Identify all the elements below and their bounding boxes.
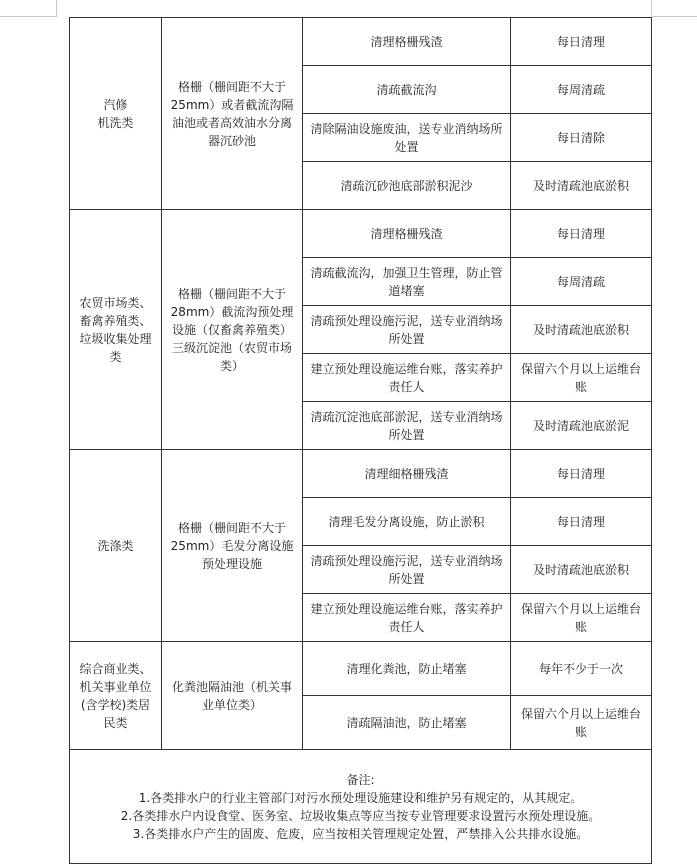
table-row (70, 450, 652, 498)
frequency-cell: 及时清疏池底淤积 (511, 546, 652, 594)
frequency-cell: 每周清疏 (511, 66, 652, 114)
table-row (70, 210, 652, 258)
notes-title: 备注: (346, 772, 375, 787)
frequency-cell: 及时清疏池底淤泥 (511, 402, 652, 450)
task-cell: 清理格栅残渣 (303, 210, 511, 258)
category-cell: 汽修 机洗类 (70, 18, 162, 210)
note-line-2: 2.各类排水户内设食堂、医务室、垃圾收集点等应当按专业管理要求设置污水预处理设施。 (120, 808, 601, 823)
frequency-cell: 每日清理 (511, 210, 652, 258)
maintenance-table (69, 17, 652, 864)
note-line-3: 3.各类排水户产生的固废、危废，应当按相关管理规定处置，严禁排入公共排水设施。 (132, 826, 589, 841)
frequency-cell: 每年不少于一次 (511, 642, 652, 696)
task-cell: 清疏沉砂池底部淤积泥沙 (303, 162, 511, 210)
frequency-cell: 每日清理 (511, 18, 652, 66)
notes-cell (70, 750, 652, 864)
task-cell: 清理化粪池，防止堵塞 (303, 642, 511, 696)
page-corner-guide-horizontal-right (651, 16, 697, 17)
task-cell: 清理格栅残渣 (303, 18, 511, 66)
task-cell: 清理毛发分离设施，防止淤积 (303, 498, 511, 546)
note-line-1: 1.各类排水户的行业主管部门对污水预处理设施建设和维护另有规定的，从其规定。 (138, 790, 583, 805)
frequency-cell: 每日清理 (511, 498, 652, 546)
category-cell: 农贸市场类、畜禽养殖类、垃圾收集处理类 (70, 210, 162, 450)
notes-row (70, 750, 652, 864)
task-cell: 清疏沉淀池底部淤泥，送专业消纳场所处置 (303, 402, 511, 450)
frequency-cell: 保留六个月以上运维台账 (511, 696, 652, 750)
task-cell: 清疏截流沟，加强卫生管理，防止管道堵塞 (303, 258, 511, 306)
task-cell: 清理细格栅残渣 (303, 450, 511, 498)
category-cell: 洗涤类 (70, 450, 162, 642)
task-cell: 建立预处理设施运维台账，落实养护责任人 (303, 594, 511, 642)
task-cell: 清疏隔油池，防止堵塞 (303, 696, 511, 750)
facility-cell: 格栅（栅间距不大于28mm）截流沟预处理设施（仅畜禽养殖类）三级沉淀池（农贸市场类） (162, 210, 303, 450)
frequency-cell: 每日清理 (511, 450, 652, 498)
frequency-cell: 每日清除 (511, 114, 652, 162)
frequency-cell: 保留六个月以上运维台账 (511, 354, 652, 402)
page-corner-guide-horizontal (0, 16, 56, 17)
category-cell: 综合商业类、机关事业单位(含学校)类居民类 (70, 642, 162, 750)
facility-cell: 化粪池隔油池（机关事业单位类） (162, 642, 303, 750)
task-cell: 清疏预处理设施污泥，送专业消纳场所处置 (303, 546, 511, 594)
facility-cell: 格栅（栅间距不大于25mm）或者截流沟隔油池或者高效油水分离器沉砂池 (162, 18, 303, 210)
frequency-cell: 保留六个月以上运维台账 (511, 594, 652, 642)
frequency-cell: 及时清疏池底淤积 (511, 162, 652, 210)
page-corner-guide-vertical-right (651, 0, 652, 17)
page-corner-guide-vertical (56, 0, 57, 17)
task-cell: 清疏截流沟 (303, 66, 511, 114)
task-cell: 清除隔油设施废油，送专业消纳场所处置 (303, 114, 511, 162)
task-cell: 建立预处理设施运维台账，落实养护责任人 (303, 354, 511, 402)
table-row (70, 642, 652, 696)
frequency-cell: 及时清疏池底淤积 (511, 306, 652, 354)
table-row (70, 18, 652, 66)
task-cell: 清疏预处理设施污泥，送专业消纳场所处置 (303, 306, 511, 354)
facility-cell: 格栅（栅间距不大于25mm）毛发分离设施预处理设施 (162, 450, 303, 642)
frequency-cell: 每周清疏 (511, 258, 652, 306)
